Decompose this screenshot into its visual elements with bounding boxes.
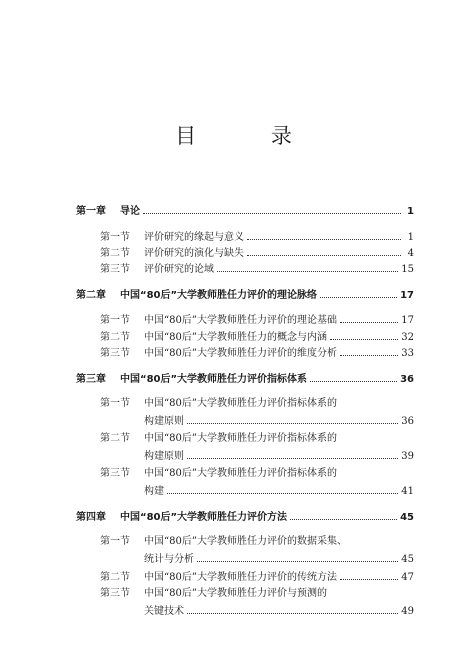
toc-entry-section[interactable]	[100, 570, 414, 585]
page-number: 33	[401, 348, 414, 359]
entry-title: 中国“80后”大学教师胜任力评价的理论基础	[144, 315, 337, 326]
entry-title: 中国“80后”大学教师胜任力评价的维度分析	[144, 348, 337, 359]
entry-number: 第四章	[76, 512, 106, 523]
entry-title: 中国“80后”大学教师胜任力评价指标体系的	[144, 398, 337, 409]
toc-entry-chapter-1[interactable]	[76, 204, 414, 219]
entry-title: 中国“80后”大学教师胜任力评价方法	[120, 512, 288, 523]
page-title: 目 录	[175, 124, 326, 148]
leader-dots	[167, 484, 398, 494]
page-number: 45	[401, 554, 414, 565]
entry-number: 第三节	[100, 348, 130, 359]
page-number: 32	[401, 332, 414, 343]
page-number: 4	[407, 248, 414, 259]
toc-entry-section[interactable]	[100, 313, 414, 328]
entry-title: 评价研究的演化与缺失	[144, 248, 244, 259]
entry-number: 第二节	[100, 433, 130, 444]
entry-number: 第一章	[76, 206, 106, 217]
leader-dots	[143, 204, 401, 214]
entry-title: 评价研究的缘起与意义	[144, 232, 244, 243]
entry-title: 构建	[144, 486, 164, 497]
entry-title: 导论	[120, 206, 140, 217]
leader-dots	[340, 570, 398, 580]
toc-entry-section[interactable]	[100, 246, 414, 261]
entry-title: 构建原则	[144, 416, 184, 427]
page-number: 1	[407, 232, 414, 243]
toc-entry-section[interactable]	[100, 346, 414, 361]
page-number: 39	[401, 451, 414, 462]
page-number: 49	[401, 606, 414, 617]
entry-number: 第二节	[100, 332, 130, 343]
toc-entry-section[interactable]	[100, 330, 414, 345]
entry-title: 中国“80后”大学教师胜任力评价指标体系	[120, 374, 308, 385]
leader-dots	[320, 288, 397, 298]
toc-entry-continuation[interactable]	[144, 484, 414, 499]
entry-number: 第三节	[100, 264, 130, 275]
entry-title: 中国“80后”大学教师胜任力评价与预测的	[144, 588, 327, 599]
entry-number: 第二节	[100, 572, 130, 583]
entry-title: 构建原则	[144, 451, 184, 462]
entry-title: 中国“80后”大学教师胜任力评价的理论脉络	[120, 290, 318, 301]
page-number: 15	[401, 264, 414, 275]
page-number: 36	[400, 374, 414, 385]
leader-dots	[330, 330, 398, 340]
toc-entry-continuation[interactable]	[144, 449, 414, 464]
entry-title: 统计与分析	[144, 554, 194, 565]
entry-number: 第一节	[100, 232, 130, 243]
toc-entry-section[interactable]	[100, 397, 414, 411]
toc-entry-section[interactable]	[100, 230, 414, 245]
leader-dots	[187, 414, 398, 424]
toc-entry-continuation[interactable]	[144, 604, 414, 619]
entry-number: 第三节	[100, 468, 130, 479]
entry-number: 第三章	[76, 374, 106, 385]
page-number: 36	[401, 416, 414, 427]
leader-dots	[217, 262, 398, 272]
page-number: 17	[400, 290, 414, 301]
toc-entry-chapter-4[interactable]	[76, 510, 414, 525]
toc-entry-chapter-2[interactable]	[76, 288, 414, 303]
leader-dots	[197, 552, 398, 562]
toc-entry-continuation[interactable]	[144, 552, 414, 567]
leader-dots	[187, 449, 398, 459]
page-number: 41	[401, 486, 414, 497]
toc-entry-section[interactable]	[100, 535, 414, 549]
entry-title: 中国“80后”大学教师胜任力评价的传统方法	[144, 572, 337, 583]
entry-number: 第二节	[100, 248, 130, 259]
toc-entry-section[interactable]	[100, 587, 414, 601]
toc-entry-section[interactable]	[100, 262, 414, 277]
page-number: 17	[401, 315, 414, 326]
leader-dots	[247, 230, 401, 240]
leader-dots	[340, 346, 398, 356]
page-number: 45	[400, 512, 414, 523]
entry-title: 中国“80后”大学教师胜任力的概念与内涵	[144, 332, 327, 343]
entry-title: 评价研究的论域	[144, 264, 214, 275]
entry-number: 第一节	[100, 536, 130, 547]
entry-title: 中国“80后”大学教师胜任力评价指标体系的	[144, 433, 337, 444]
entry-number: 第一节	[100, 315, 130, 326]
entry-number: 第一节	[100, 398, 130, 409]
leader-dots	[247, 246, 401, 256]
leader-dots	[310, 372, 397, 382]
entry-number: 第二章	[76, 290, 106, 301]
entry-number: 第三节	[100, 588, 130, 599]
entry-title: 中国“80后”大学教师胜任力评价指标体系的	[144, 468, 337, 479]
toc-entry-section[interactable]	[100, 432, 414, 446]
leader-dots	[187, 604, 398, 614]
page-number: 47	[401, 572, 414, 583]
entry-title: 中国“80后”大学教师胜任力评价的数据采集、	[144, 536, 347, 547]
toc-entry-continuation[interactable]	[144, 414, 414, 429]
leader-dots	[340, 313, 398, 323]
page-number: 1	[407, 206, 414, 217]
entry-title: 关键技术	[144, 606, 184, 617]
toc-entry-section[interactable]	[100, 467, 414, 481]
leader-dots	[290, 510, 397, 520]
toc-entry-chapter-3[interactable]	[76, 372, 414, 387]
